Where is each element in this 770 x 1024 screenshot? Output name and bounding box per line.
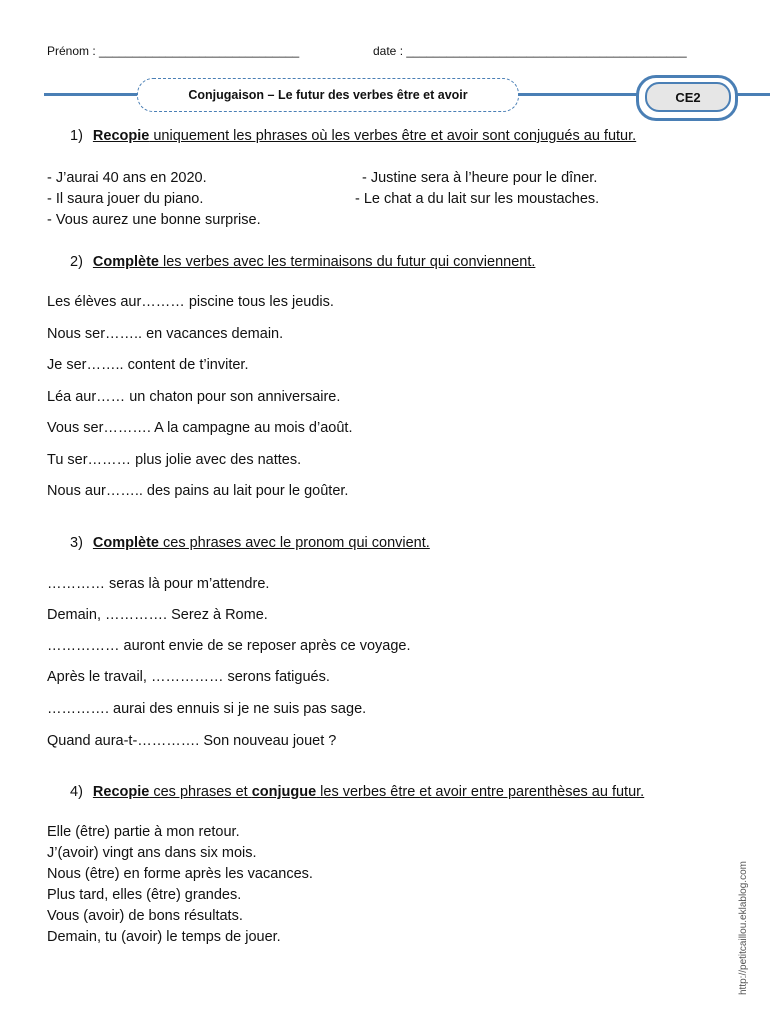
instruction-text: les verbes avec les terminaisons du futur qui conviennent. <box>158 254 536 270</box>
exercise-line: Vous (avoir) de bons résultats. <box>47 908 243 924</box>
exercise-line: Nous ser…….. en vacances demain. <box>47 326 284 342</box>
exercise-line: Les élèves aur……… piscine tous les jeudis. <box>47 294 334 310</box>
list-item: - Vous aurez une bonne surprise. <box>47 212 261 228</box>
question-number: 1) <box>70 128 83 144</box>
exercise-line: …………… auront envie de se reposer après ce voyage. <box>47 638 411 654</box>
page-title: Conjugaison – Le futur des verbes être et avoir <box>137 78 519 112</box>
question-number: 2) <box>70 254 83 270</box>
title-line-mid <box>516 93 638 96</box>
question-number: 4) <box>70 784 83 800</box>
watermark-url: http://petitcaillou.eklablog.com <box>738 861 749 995</box>
question-4-heading <box>70 784 644 800</box>
instruction-text: ces phrases et <box>149 784 252 800</box>
exercise-line: …………. aurai des ennuis si je ne suis pas sage. <box>47 701 367 717</box>
instruction-text: uniquement les phrases où les verbes être et avoir sont conjugués au futur. <box>149 128 637 144</box>
level-badge: CE2 <box>645 82 731 112</box>
exercise-line: Nous (être) en forme après les vacances. <box>47 866 313 882</box>
instruction-text: les verbes être et avoir entre parenthèses au futur. <box>316 784 645 800</box>
instruction-verb: Recopie <box>92 128 150 144</box>
exercise-line: Elle (être) partie à mon retour. <box>47 824 240 840</box>
exercise-line: Plus tard, elles (être) grandes. <box>47 887 242 903</box>
exercise-line: J’(avoir) vingt ans dans six mois. <box>47 845 257 861</box>
instruction-verb: Complète <box>92 535 159 551</box>
question-1-heading <box>70 128 636 144</box>
question-3-heading <box>70 535 430 551</box>
exercise-line: Après le travail, …………… serons fatigués. <box>47 669 330 685</box>
list-item: - J’aurai 40 ans en 2020. <box>47 170 207 186</box>
exercise-line: Tu ser……… plus jolie avec des nattes. <box>47 452 302 468</box>
exercise-line: ………… seras là pour m’attendre. <box>47 576 270 592</box>
question-number: 3) <box>70 535 83 551</box>
date-field: date : __________________________________________ <box>373 44 687 58</box>
list-item: - Il saura jouer du piano. <box>47 191 204 207</box>
question-2-heading <box>70 254 535 270</box>
exercise-line: Demain, …………. Serez à Rome. <box>47 607 268 623</box>
prenom-field: Prénom : ______________________________ <box>47 44 300 58</box>
list-item: - Le chat a du lait sur les moustaches. <box>355 191 600 207</box>
title-line-left <box>44 93 138 96</box>
list-item: - Justine sera à l’heure pour le dîner. <box>362 170 598 186</box>
exercise-line: Vous ser………. A la campagne au mois d’août. <box>47 420 353 436</box>
exercise-line: Nous aur…….. des pains au lait pour le goûter. <box>47 483 349 499</box>
exercise-line: Léa aur…… un chaton pour son anniversaire. <box>47 389 341 405</box>
instruction-verb: conjugue <box>251 784 317 800</box>
exercise-line: Je ser…….. content de t’inviter. <box>47 357 249 373</box>
exercise-line: Demain, tu (avoir) le temps de jouer. <box>47 929 281 945</box>
instruction-verb: Complète <box>92 254 159 270</box>
instruction-text: ces phrases avec le pronom qui convient. <box>158 535 430 551</box>
exercise-line: Quand aura-t-…………. Son nouveau jouet ? <box>47 733 337 749</box>
instruction-verb: Recopie <box>92 784 150 800</box>
